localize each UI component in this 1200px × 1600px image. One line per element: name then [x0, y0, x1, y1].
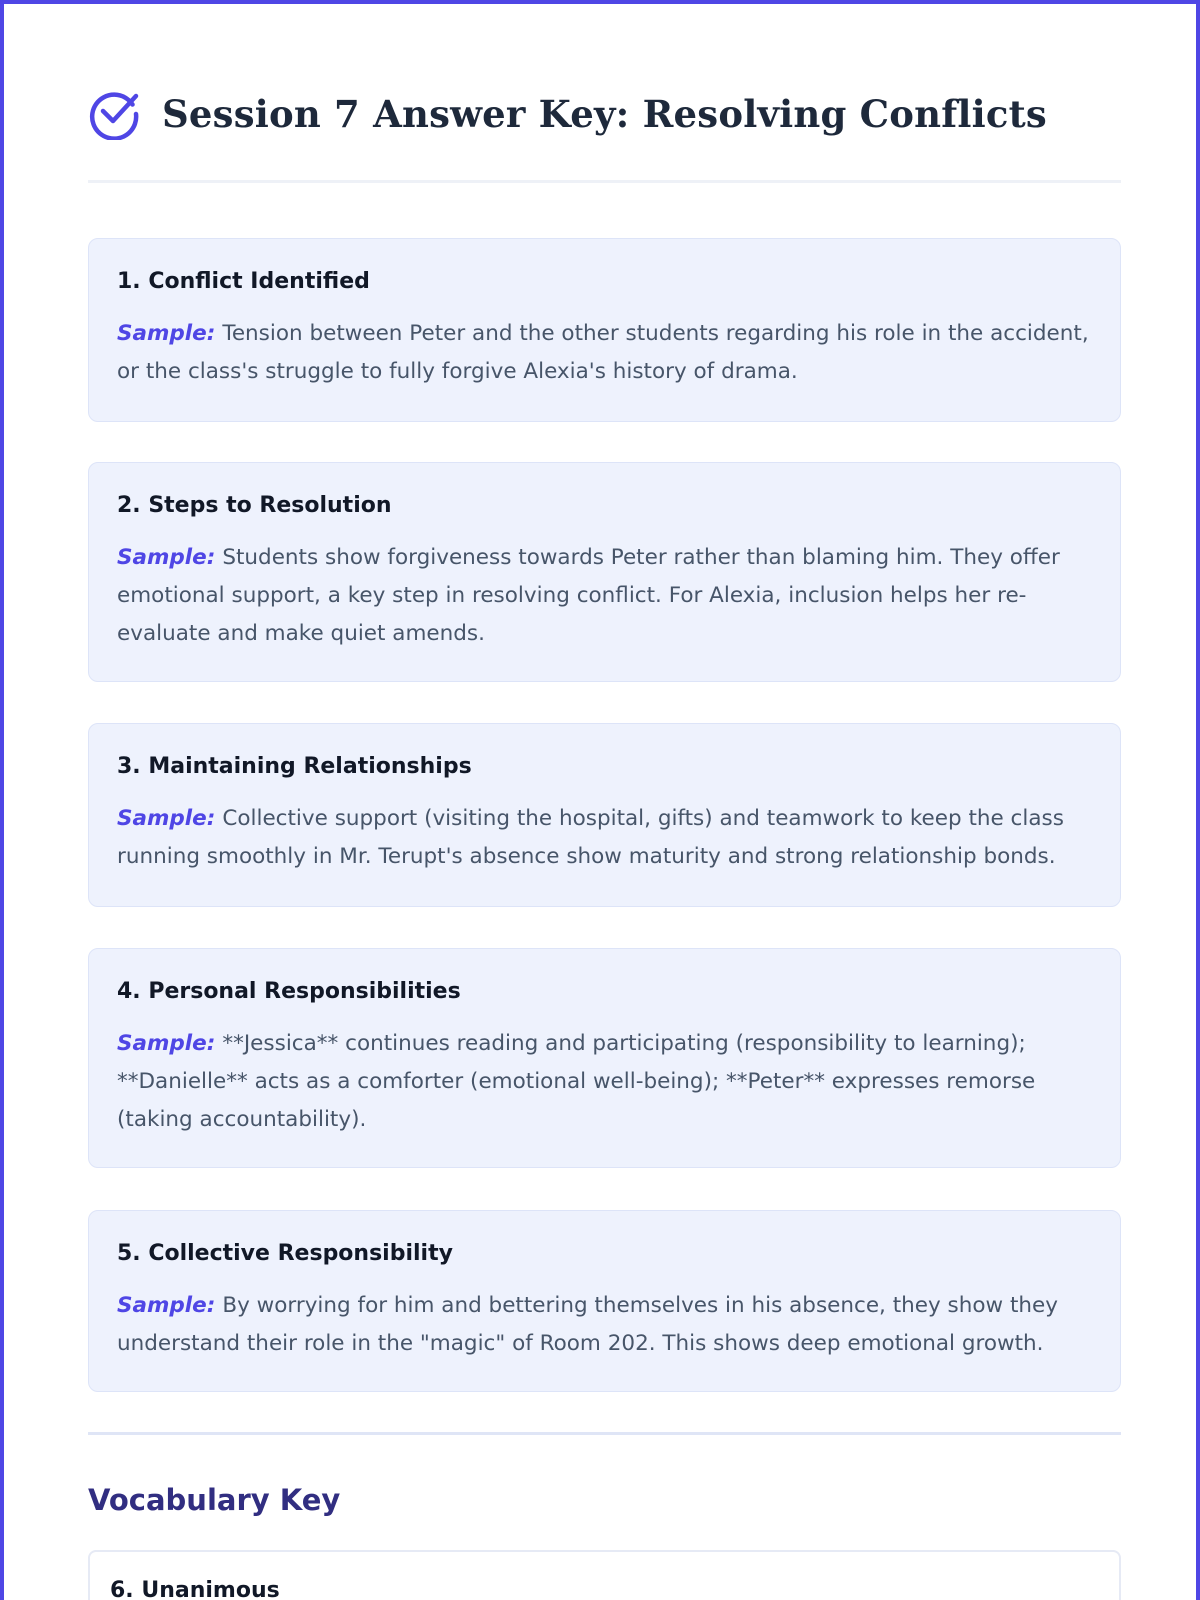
answer-body — [117, 1287, 1092, 1363]
sample-label: Sample: — [117, 545, 216, 570]
vocabulary-card — [88, 1550, 1121, 1600]
answer-body — [117, 539, 1092, 653]
answer-heading: 2. Steps to Resolution — [117, 493, 392, 518]
page-title: Session 7 Answer Key: Resolving Conflicts — [162, 92, 1047, 136]
answer-heading: 1. Conflict Identified — [117, 269, 370, 294]
answer-heading: 4. Personal Responsibilities — [117, 979, 461, 1004]
answer-card — [88, 948, 1121, 1168]
answer-body — [117, 315, 1092, 391]
vocabulary-heading: 6. Unanimous — [110, 1578, 280, 1600]
answer-text: Students show forgiveness towards Peter rather than blaming him. They offer emotional support, a key step in resolving conflict. For Alexia, inclusion helps her re-evaluate and make quiet amends. — [117, 545, 1060, 646]
vocabulary-title: Vocabulary Key — [88, 1483, 341, 1517]
page-header — [88, 86, 1121, 142]
sample-label: Sample: — [117, 1293, 216, 1318]
answer-text: By worrying for him and bettering themselves in his absence, they show they understand their role in the "magic" of Room 202. This shows deep emotional growth. — [117, 1293, 1058, 1356]
answer-text: Collective support (visiting the hospital, gifts) and teamwork to keep the class running smoothly in Mr. Terupt's absence show maturity and strong relationship bonds. — [117, 806, 1064, 869]
answer-heading: 5. Collective Responsibility — [117, 1241, 453, 1266]
check-circle-icon — [88, 88, 140, 140]
answer-card — [88, 723, 1121, 907]
answer-card — [88, 238, 1121, 422]
header-divider — [88, 180, 1121, 183]
answer-text: Tension between Peter and the other students regarding his role in the accident, or the class's struggle to fully forgive Alexia's history of drama. — [117, 321, 1089, 384]
sample-label: Sample: — [117, 1031, 216, 1056]
answer-body — [117, 800, 1092, 876]
sample-label: Sample: — [117, 321, 216, 346]
answer-card — [88, 1210, 1121, 1392]
answer-heading: 3. Maintaining Relationships — [117, 754, 472, 779]
answer-card — [88, 462, 1121, 682]
answer-body — [117, 1025, 1092, 1139]
section-divider — [88, 1432, 1121, 1435]
sample-label: Sample: — [117, 806, 216, 831]
answer-text: **Jessica** continues reading and participating (responsibility to learning); **Danielle** acts as a comforter (emotional well-being); **Peter** expresses remorse (taking accountability). — [117, 1031, 1036, 1132]
